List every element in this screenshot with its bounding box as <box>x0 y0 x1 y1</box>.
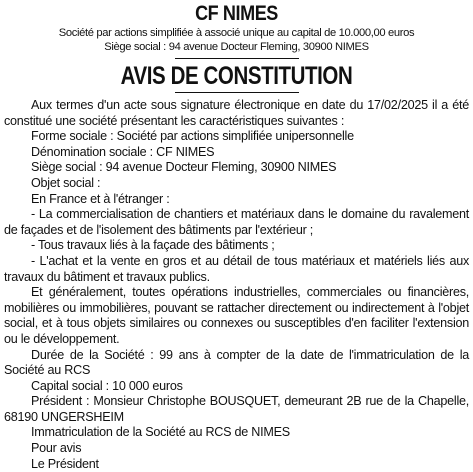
objet-social-label: Objet social : <box>31 175 101 190</box>
denomination-sociale: Dénomination sociale : CF NIMES <box>31 144 215 159</box>
siege-social: Siège social : 94 avenue Docteur Fleming, 30900 NIMES <box>31 160 337 175</box>
objet-scope: En France et à l'étranger : <box>31 191 170 206</box>
intro-paragraph: Aux termes d'un acte sous signature électronique en date du 17/02/2025 il a été constitué une société présentant les caractéristiques suivantes : <box>4 98 469 128</box>
generalement-paragraph: Et généralement, toutes opérations industrielles, commerciales ou financières, mobilières ou immobilières, pouvant se rattacher directement ou indirectement à l'objet social, et à tous objets similaires ou connexes ou susceptibles d'en faciliter l'extension ou le développement. <box>4 285 469 346</box>
capital-social: Capital social : 10 000 euros <box>31 378 183 393</box>
company-name: CF NIMES <box>195 2 278 25</box>
divider-bottom <box>175 92 299 93</box>
immatriculation: Immatriculation de la Société au RCS de NIMES <box>31 425 290 440</box>
objet-item-2: - Tous travaux liés à la façade des bâtiments ; <box>31 238 275 253</box>
notice-title: AVIS DE CONSTITUTION <box>120 62 353 90</box>
pour-avis: Pour avis <box>31 441 82 456</box>
signature: Le Président <box>31 456 99 471</box>
duree-paragraph: Durée de la Société : 99 ans à compter de la date de l'immatriculation de la Société au RCS <box>4 347 469 378</box>
divider-top <box>175 58 299 59</box>
company-capital-line: Société par actions simplifiée à associé unique au capital de 10.000,00 euros <box>58 27 415 39</box>
notice-body <box>4 98 469 472</box>
objet-item-1: - La commercialisation de chantiers et matériaux dans le domaine du ravalement de façades et de l'isolement des bâtiments par l'extérieur ; <box>4 207 469 237</box>
forme-sociale: Forme sociale : Société par actions simplifiée unipersonnelle <box>31 129 354 144</box>
legal-notice <box>4 2 469 472</box>
objet-item-3: - L'achat et la vente en gros et au détail de tous matériaux et matériels liés aux travaux du bâtiment et travaux publics. <box>4 253 469 284</box>
company-address-line: Siège social : 94 avenue Docteur Fleming, 30900 NIMES <box>104 41 369 53</box>
president-paragraph: Président : Monsieur Christophe BOUSQUET, demeurant 2B rue de la Chapelle, 68190 UNGERSHEIM <box>4 394 469 424</box>
